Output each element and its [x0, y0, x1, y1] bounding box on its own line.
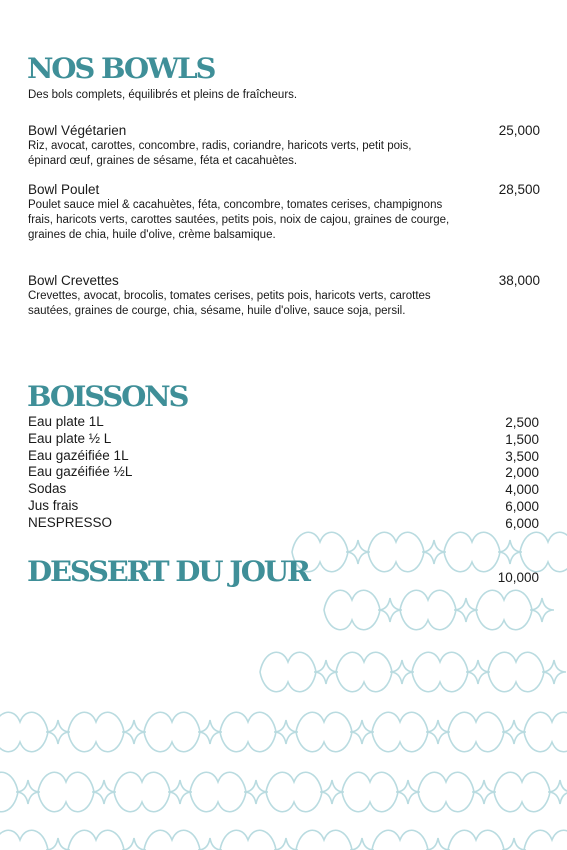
drink-price: 2,500 — [505, 415, 539, 430]
drink-price: 2,000 — [505, 465, 539, 481]
drink-name: Eau gazéifiée ½L — [28, 464, 133, 480]
bowls-heading: NOS BOWLS — [27, 52, 215, 85]
item-description: Crevettes, avocat, brocolis, tomates cerises, petits pois, haricots verts, carottes sautées, graines de courge, chia, sésame, huile d'olive, sauce soja, persil. — [28, 290, 431, 317]
drink-row — [28, 515, 539, 532]
item-price: 28,500 — [498, 182, 540, 197]
drinks-heading: BOISSONS — [27, 380, 188, 413]
drink-row — [28, 448, 539, 465]
drink-price: 6,000 — [505, 498, 539, 514]
dessert-price: 10,000 — [497, 570, 539, 585]
drink-row — [28, 464, 539, 481]
drink-row — [28, 498, 539, 515]
drinks-list — [28, 414, 539, 532]
drink-price: 4,000 — [505, 482, 539, 498]
bowls-subtitle: Des bols complets, équilibrés et pleins de fraîcheurs. — [28, 89, 298, 101]
item-name: Bowl Crevettes — [28, 273, 119, 288]
menu-item-bowl-crevettes — [28, 273, 540, 319]
drink-price: 6,000 — [505, 515, 539, 531]
item-name: Bowl Végétarien — [28, 123, 127, 138]
drink-row — [28, 414, 539, 431]
item-name: Bowl Poulet — [28, 182, 100, 197]
drink-row — [28, 431, 539, 448]
item-description: Poulet sauce miel & cacahuètes, féta, concombre, tomates cerises, champignons frais, haricots verts, carottes sautées, petits pois, noix de cajou, graines de courge, graines de chia, huile d'olive, crème balsamique. — [28, 199, 450, 241]
drink-price: 3,500 — [505, 448, 539, 464]
drink-price: 1,500 — [505, 431, 539, 447]
drink-name: NESPRESSO — [28, 514, 113, 530]
menu-item-bowl-vegetarien — [28, 123, 540, 169]
drink-row — [28, 481, 539, 498]
drink-name: Eau plate ½ L — [28, 430, 112, 446]
item-price: 25,000 — [498, 123, 540, 138]
drink-name: Jus frais — [28, 497, 79, 513]
menu-item-bowl-poulet — [28, 182, 540, 242]
item-description: Riz, avocat, carottes, concombre, radis, coriandre, haricots verts, petit pois, épinard œuf, graines de sésame, féta et cacahuètes. — [28, 140, 412, 167]
drink-name: Eau plate 1L — [28, 414, 104, 429]
drink-name: Eau gazéifiée 1L — [28, 447, 129, 463]
drink-name: Sodas — [28, 481, 67, 497]
item-price: 38,000 — [498, 273, 540, 288]
dessert-heading: DESSERT DU JOUR — [27, 555, 309, 588]
